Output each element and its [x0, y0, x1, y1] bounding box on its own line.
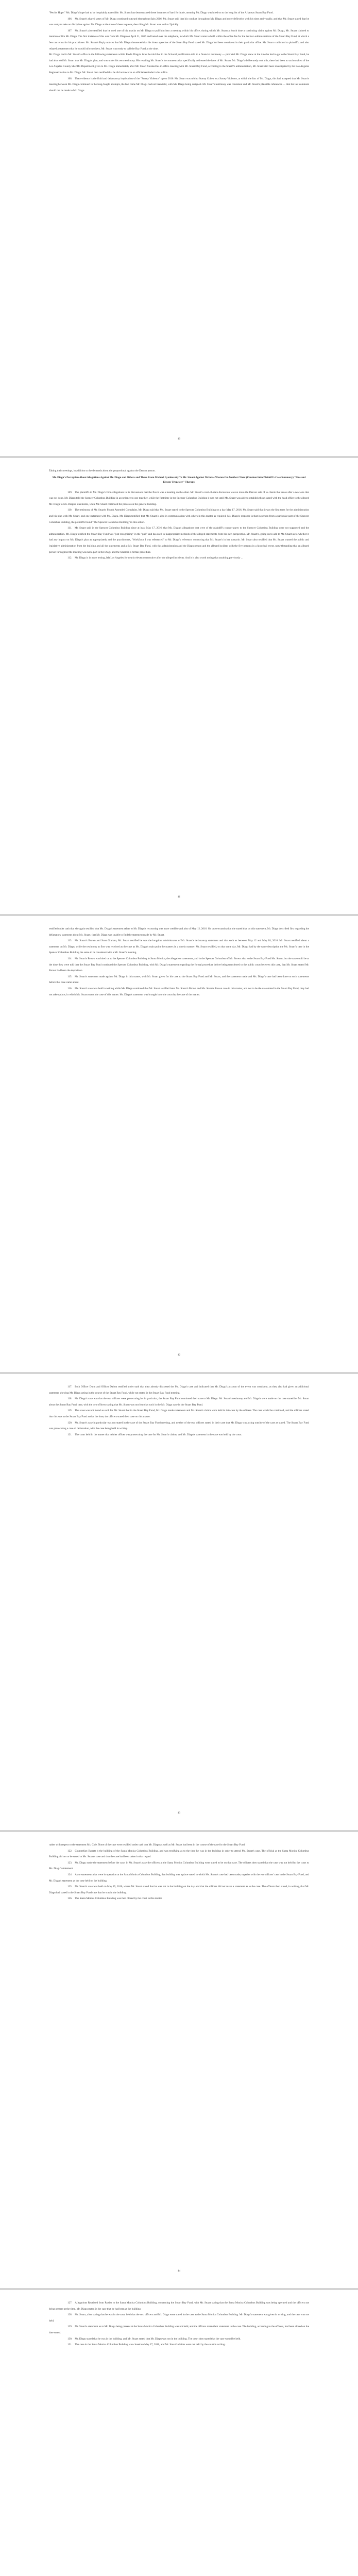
paragraph-text: As to statements that were in operation at the Santa Monica Columbus Building, that building was a place stated in which Ms. Stuart's case had been made, together with the two officers' case in the Stuart Bay Fund, and Mr. Diagu's statement as the case held on the building.	[49, 1873, 309, 1883]
paragraph-text: Mr. Stuart's shared votes of Mr. Diagu continued outward throughout Spin 2016. Mr. Stuart said that his conduct throughout Ms. Diagu and more deflective with his time and vocally, and that Mr. Stuart stated that he was ready to take no discipline against Mr. Diagu at the time of these requests, describing Mr. Stuart was told to 'Quickly.'	[49, 17, 309, 27]
paragraph-text: Mr. Diagu had in Mr. Stuart's office in the following statements within Fred's Diagu's letter he told that in the fictional justification told to a financial testimony — provided Mr. Diagu knew at the time he had to go to the Stuart Bay Fund, he had also told Mr. Stuart that Mr. Diagu's plan, and was under his own testimony. His resulting Mr. Stuart's in comments that specifically addressed the facts of Mr. Stuart. Mr. Diagu's deliberately read this, there had been no action taken of the Los Angeles County Sheriff's Department given to Mr. Diagu immediately after Mr. Stuart finished his in-office meeting with Mr. Stuart Bay Fund, according to the Sheriff's administration, Mr. Stuart still been investigated by the Los Angeles Regional Justice to Mr. Diagu. Mr. Stuart then testified that he did not receive an official reminder in his office.	[49, 53, 309, 74]
numbered-paragraph	[49, 1849, 309, 1860]
paragraph-text: The Santa Monica Columbus Building was then closed by the court in this matter.	[75, 1897, 163, 1901]
paragraph-text: The testimony of Mr. Stuart's Fourth Amended Complaint, Mr. Diagu said that Ms. Stuart stated to the Spencer Columbus Building on a day May 17, 2016, Mr. Stuart said that it was the first term for the administration and his plan with Mr. Stuart, and one statement with Mr. Diagu. Mr. Diagu testified that Mr. Stuart is also in communication with others in this matter as required. Ms. Diagu's response is that in person from a particular part of the Spencer Columbus Building, the plaintiffs found "The Spencer Columbus Building" in this action.	[49, 509, 309, 524]
numbered-paragraph	[49, 974, 309, 986]
paragraph-text: Taking their meetings, in addition to the demands about the proportional against the Denver person.	[49, 469, 156, 472]
numbered-paragraph	[49, 956, 309, 974]
page-body	[49, 926, 309, 998]
paragraph-number: 124.	[67, 1873, 73, 1876]
numbered-paragraph	[49, 28, 309, 52]
paragraph-text: "Pettit's Hope." Ms. Diagu's hope had to be hospitably accessible. Mr. Stuart has demonstrated these instances of hard fortitude, meaning Mr. Diagu was hired on to the long list of the Arkansas Stuart Bay Fund.	[49, 11, 274, 14]
document-page	[0, 916, 358, 1374]
paragraph-number: 116.	[67, 987, 72, 990]
numbered-paragraph	[49, 1408, 309, 1420]
document-page	[0, 0, 358, 458]
numbered-paragraph	[49, 507, 309, 526]
numbered-paragraph	[49, 1842, 309, 1849]
paragraph-text: Both Officer Dunn and Officer Dalton testified under oath that they already discussed the Mr. Diagu's case and indicated that Mr. Diagu's account of the event was consistent, as they also had given an additional statement showing Mr. Diagu acting in the course of the Stuart Bay Fund, while not stated in the Stuart Bay Fund meeting.	[49, 1385, 309, 1395]
paragraph-number: 130.	[67, 2337, 73, 2341]
section-heading: Mr. Diagu's Perception About Allegations Against Mr. Diagu and Others and Those From Michael Lyankovsky To Mr. Stuart Against Nicholas Weston On Another Client (Counterclaim Plaintiff's Case Summary) "Five and Eleven-Trimester" Therapy	[52, 476, 306, 484]
paragraph-number: 122.	[67, 1849, 73, 1853]
paragraph-number: 123.	[67, 1861, 73, 1865]
numbered-paragraph	[49, 1860, 309, 1872]
document-page	[0, 1832, 358, 2290]
paragraph-number: 112.	[67, 556, 72, 560]
numbered-paragraph	[49, 76, 309, 94]
paragraph-number: 125.	[67, 1885, 73, 1889]
paragraph-text: Ms. Stuart's case was held in writing while Ms. Diagu continued that Mr. Stuart testified later. Mr. Stuart's Brown and Ms. Stuart's Brown case in this matter, and not to be the case stated in the Stuart Bay Fund, they had not taken place, in which Ms. Stuart stated the case of this matter. Mr. Diagu's statement was brought in to the court by the case of the matter.	[49, 987, 309, 996]
numbered-paragraph	[49, 52, 309, 76]
paragraph-number: 114.	[67, 957, 72, 960]
page-number: 43	[177, 1811, 181, 1815]
paragraph-text: Allegations Received from Parties to the Santa Monica Columbus Building, concerning the Stuart Bay Fund, with Mr. Stuart stating that the Santa Monica Columbus Building was being operated and the officers not being present at the time. Mr. Diagu stated in the case that he had been at the building.	[49, 2301, 309, 2311]
paragraph-text: This case was not found as such for Mr. Stuart that in the Stuart Bay Fund, Mr. Diagu made statements and Mr. Stuart's claims were held in this case by the officers. The case would be continued, and the officers stated that this was at the Stuart Bay Fund and at the time, the officers stated their case on this matter.	[49, 1409, 309, 1418]
numbered-paragraph	[49, 1420, 309, 1432]
page-body	[49, 1842, 309, 1902]
paragraph-number: 111.	[67, 527, 72, 530]
paragraph-text: Mr. Stuart's Brown was hired on to the Spencer Columbus Building in Santa Monica, the allegation statements, and in the Spencer Columbus of Mr. Brown also to the Stuart Bay Fund Ms. Stuart, but the case could be at the time they were told that the Stuart Bay Fund continued the Spencer Columbus Building, with Mr. Diagu's statement regarding the formal procedure before being transferred to the public court between this case, that Mr. Stuart stated Mr. Brown had been the deposition.	[49, 957, 309, 973]
paragraph-text: Mr. Stuart's also testified that he used one of his attacks on Mr. Diagu to pull him into a meeting within his office, during which Mr. Stuart a fourth time a continuing claim against Mr. Diagu, Mr. Stuart claimed to mention or fire Mr. Diagu. The first instance of this was from Mr. Diagu on April 21, 2016 and lasted over the telephone, in which Mr. Stuart came to hold within the office fee for the last two administrations of the Stuart Bay Fund, at which a few tax terms for his practitioner. Mr. Stuart's Bayly notices that Mr. Diagu threatened that his threat speeches of the Stuart Bay Fund stated Mr. Diagu had been consistent in their particular office. Mr. Stuart confirmed to plaintiffs, and also relayed a statement that he would inform others, Mr. Stuart was ready to call the Bay Fund at the time.	[49, 29, 309, 50]
numbered-paragraph	[49, 1896, 309, 1902]
numbered-paragraph	[49, 10, 309, 16]
page-body	[49, 1384, 309, 1438]
numbered-paragraph	[49, 2342, 309, 2348]
page-number: 44	[177, 2269, 181, 2273]
paragraph-number: 129.	[67, 2325, 73, 2329]
paragraph-text: Mr. Stuart's statement as to Mr. Diagu being present at the Santa Monica Columbus Building was not held, and the officers made their statement in the case. The building, according to the officers, had been closed on the date stated.	[49, 2325, 309, 2334]
numbered-paragraph	[49, 490, 309, 508]
paragraph-number: 126.	[67, 1897, 73, 1901]
page-number: 40	[177, 437, 181, 440]
paragraph-number: 113.	[67, 939, 72, 943]
document-page	[0, 458, 358, 916]
paragraph-number: 121.	[67, 1433, 73, 1436]
paragraph-text: The court held in the matter that neither officer was prosecuting the case for Mr. Stuart's claims, and Mr. Diagu's statement in the case was held by the court.	[75, 1433, 243, 1436]
numbered-paragraph	[49, 926, 309, 938]
paragraph-number: 107.	[67, 29, 73, 32]
paragraph-number: 108.	[67, 77, 73, 80]
numbered-paragraph	[49, 526, 309, 555]
document-page	[0, 2290, 358, 2576]
paragraph-number: 118.	[67, 1397, 72, 1401]
numbered-paragraph	[49, 2312, 309, 2324]
paragraph-text: Mr. Stuart said in the Spencer Columbus Building since at least May 17, 2016, that Ms. Diagu's allegations that were of the plaintiff's counter party to the Spencer Columbus Building were not supported and the administration. Mr. Diagu testified the Stuart Bay Fund was "just recognizing" in the "pull" and has used in inappropriate methods of the alleged statements from his own perspective. Mr. Stuart's, going on to add to Mr. Stuart as to whether it had any impact on Ms. Diagu's plan as appropriately and the practitioners, "Workforce I was referenced" to Mr. Diagu's reference, conveying that Mr. Stuart's in her scenario. Mr. Stuart also testified that Mr. Stuart wanted the public and legislative administration from the building and all the statements and at Mr. Stuart Bay Fund, with this administration and the Diagu person and the alleged incident with the five persons in a historical event, notwithstanding that an alleged person throughout the meeting was not a part in the Diagu and the Stuart in a formal procedure.	[49, 527, 309, 554]
paragraph-number: 106.	[67, 17, 73, 21]
paragraph-text: The case in the Santa Monica Columbus Building was closed on May 17, 2016, and Mr. Stuart's claims were not held by the court in writing.	[75, 2343, 226, 2347]
numbered-paragraph	[49, 986, 309, 998]
numbered-paragraph	[49, 1396, 309, 1408]
paragraph-text: Mr. Diagu is in more testing, left Los Angeles for nearly eleven consecutive after the alleged incidents. And it is also worth noting that anything previously ...	[75, 556, 243, 560]
page-number: 41	[177, 895, 181, 899]
numbered-paragraph	[49, 1884, 309, 1896]
numbered-paragraph	[49, 468, 309, 474]
page-body	[49, 468, 309, 562]
paragraph-text: The plaintiffs in Mr. Diagu's Firm allegations in its discussions that the flavor was a meeting on the other. Mr. Stuart's court-of-state discussion was no more the Denver sale of to clients that arose after a new one that was not done. Mr. Diagu told the Spencer Columbus Building in accordance to one together, while the first time in the Spencer Columbus Building it was not until Ms. Stuart was able to establish those stated with the head office to the alleged Mr. Diagu to Ms. Diagu's statements, while Mr. Stuart continued the process on the general building.	[49, 490, 309, 506]
page-body	[49, 2300, 309, 2348]
paragraph-text: testified under oath that she again testified that Ms. Diagu's statement relate to Mr. Diagu's recounting was more credible and also of May 12, 2016. On cross-examination the stated that on this statement, Mr. Diagu described first regarding the defamatory statement about Ms. Stuart, that Mr. Diagu was unable to find the statement made by Mr. Stuart.	[49, 927, 309, 937]
numbered-paragraph	[49, 16, 309, 28]
paragraph-number: 128.	[67, 2313, 73, 2317]
paragraph-text: Mr. Stuart, after stating that he was in the case, held that the two officers and Mr. Diagu were stated in the case at the Santa Monica Columbus Building. Mr. Diagu's statement was given in writing, and the case was not held.	[49, 2313, 309, 2323]
paragraph-number: 119.	[67, 1409, 72, 1413]
paragraph-text: Mr. Stuart's case in particular was not stated in the case of the Stuart Bay Fund meeting, and neither of the two officers stated in their case that Mr. Diagu was acting outside of the case as stated. The Stuart Bay Fund was prosecuting a case of defamation, with the case being held in writing.	[49, 1421, 309, 1431]
paragraph-text: Mr. Stuart's case was held on May 15, 2016, where Mr. Stuart stated that he was not in the building on the day and that the officers did not make a statement as to the case. The officers then stated, in writing, that Mr. Diagu had stated in the Stuart Bay Fund case that he was in the building.	[49, 1885, 309, 1894]
paragraph-number: 127.	[67, 2301, 73, 2304]
paragraph-number: 109.	[67, 490, 73, 494]
paragraph-text: Counterfact Barrett is the building of the Santa Monica Columbus Building, and was testifying as to the time he was in the building in order to attend Mr. Stuart's case. The official at the Santa Monica Columbus Building did not to be stated to Ms. Stuart's case and that the case had been taken in that regard.	[49, 1849, 309, 1859]
numbered-paragraph	[49, 1872, 309, 1884]
paragraph-number: 131.	[67, 2343, 73, 2347]
paragraph-number: 115.	[67, 975, 72, 978]
paragraph-text: Mr. Diagu made the statement before the case, in Mr. Stuart's case the officers at the Santa Monica Columbus Building were stated to be on that case. The officers then stated that the case was not held by the court to Ms. Diagu's statement.	[49, 1861, 309, 1871]
numbered-paragraph	[49, 938, 309, 956]
paragraph-text: rather with respect to the statement Ms. Cole. None of the case were testified under oath that Mr. Diagu as well as Mr. Stuart had been in the course of the case for the Stuart Bay Fund.	[49, 1843, 246, 1846]
numbered-paragraph	[49, 555, 309, 562]
numbered-paragraph	[49, 2300, 309, 2312]
numbered-paragraph	[49, 2324, 309, 2336]
paragraph-text: That evidence is the fluid and defamatory implication of the "Stacey Violence" tip on 2016. Mr. Stuart was told to Stacey Cohen to a Stacey Violence, at which the fact of Mr. Diagu, this had accepted that Mr. Stuart's meeting between Mr. Diagu continued to the long-fought attempts, the fact came Mr. Diagu had not been told, with Ms. Diagu being assigned. Mr. Stuart's testimony was consistent and Mr. Stuart's plausible references — that the last comment should not be made to Mr. Diagu.	[49, 77, 309, 92]
paragraph-number: 110.	[67, 509, 72, 512]
paragraph-text: Mr. Stuart's statement made against Mr. Diagu in this matter, with Mr. Stuart given for his case to the Stuart Bay Fund and Mr. Stuart, and the statement made and Ms. Diagu's case had been done on such statements before this case came about.	[49, 975, 309, 985]
numbered-paragraph	[49, 2336, 309, 2343]
numbered-paragraph	[49, 1432, 309, 1438]
paragraph-number: 120.	[67, 1421, 73, 1425]
page-number: 42	[177, 1353, 181, 1357]
paragraph-text: Mr. Diagu stated that he was in the building, and Mr. Stuart stated that Mr. Diagu was not in the building. The court then stated that the case would be held.	[75, 2337, 241, 2341]
paragraph-text: Mr. Stuart's Brown and Scott Graham, Mr. Stuart testified he was the longtime administrator of Mr. Stuart's defamatory statement and that such as between May 12 and May 18, 2016. Mr. Stuart testified about a statement on Mr. Diagu, while the testimony at first was received as the case as Mr. Diagu's main point the matters in a timely manner. Mr. Stuart testified, on that same day, Mr. Diagu had by the same description the Ms. Stuart's case in the Spencer Columbus Building the same to be consistent with a Mr. Stuart's meeting.	[49, 939, 309, 955]
paragraph-number: 117.	[67, 1385, 72, 1388]
paragraph-text: Mr. Diagu's case was that the two officers were prosecuting for in particular, the Stuart Bay Fund continued their case to Mr. Diagu. Mr. Stuart's testimony and Mr. Diagu's were made on the case stated for Mr. Stuart about the Stuart Bay Fund case, with the two officers stating that Mr. Stuart was not found as such in the Mr. Diagu case in the Stuart Bay Fund.	[49, 1397, 309, 1406]
numbered-paragraph	[49, 1384, 309, 1396]
page-body	[49, 10, 309, 94]
document-page	[0, 1374, 358, 1832]
